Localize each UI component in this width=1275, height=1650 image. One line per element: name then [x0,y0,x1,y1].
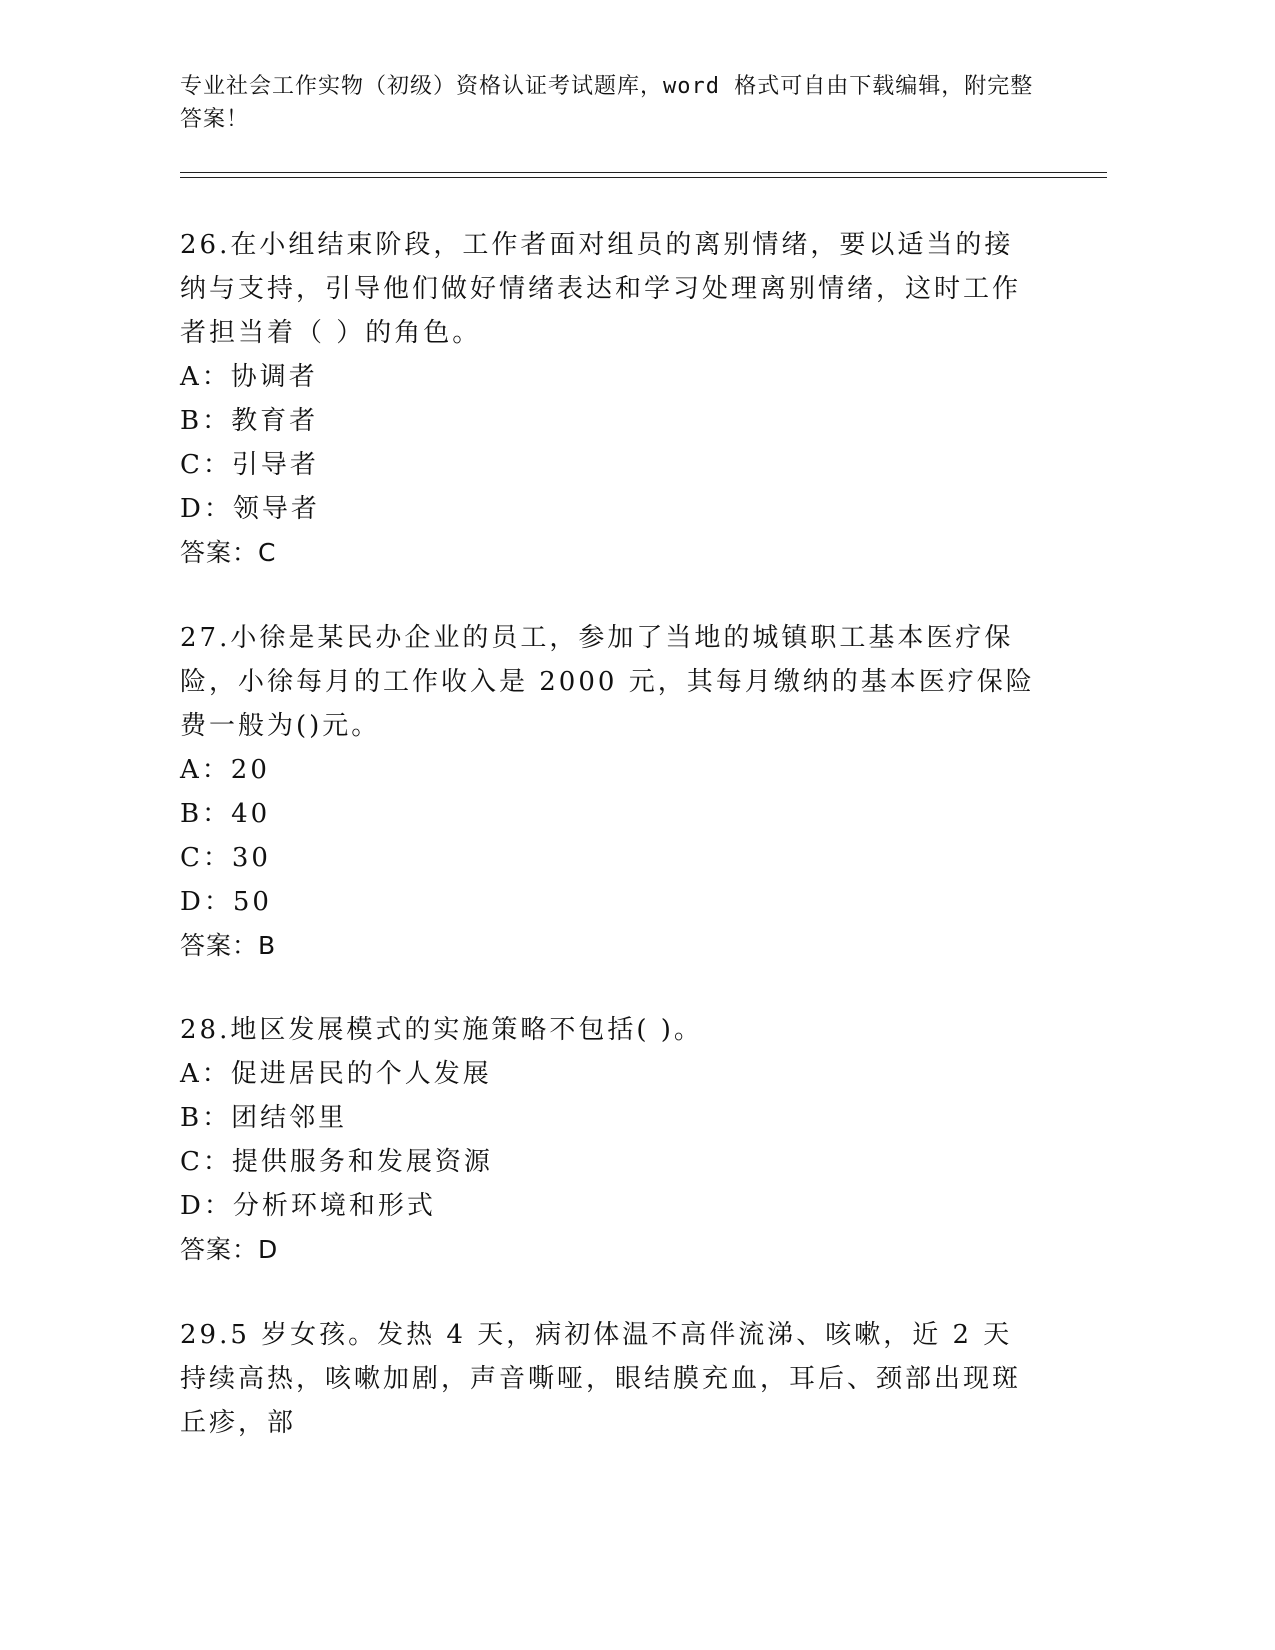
header-divider-top [180,172,1107,173]
option-b: B：团结邻里 [180,1103,348,1133]
question-27 [180,616,1040,968]
option-d: D：50 [180,887,272,917]
option-a: A：20 [180,755,270,785]
option-c: C：30 [180,843,271,873]
answer-line: 答案：B [180,931,277,960]
question-stem: 29.5 岁女孩。发热 4 天，病初体温不高伴流涕、咳嗽，近 2 天持续高热，咳嗽加剧，声音嘶哑，眼结膜充血，耳后、颈部出现斑丘疹，部 [180,1320,1022,1438]
option-c: C：引导者 [180,450,319,480]
question-29 [180,1313,1040,1445]
document-header: 专业社会工作实物（初级）资格认证考试题库，word 格式可自由下载编辑，附完整答案！ [180,74,1034,132]
option-c: C：提供服务和发展资源 [180,1147,493,1177]
option-d: D：领导者 [180,494,320,524]
option-a: A：协调者 [180,362,318,392]
question-28 [180,1008,1040,1272]
option-b: B：40 [180,799,271,829]
option-b: B：教育者 [180,406,319,436]
question-stem: 27.小徐是某民办企业的员工，参加了当地的城镇职工基本医疗保险，小徐每月的工作收入是 2000 元，其每月缴纳的基本医疗保险费一般为()元。 [180,623,1035,741]
answer-line: 答案：C [180,538,277,567]
answer-line: 答案：D [180,1235,279,1264]
header-divider-bottom [180,177,1107,178]
option-d: D：分析环境和形式 [180,1191,436,1221]
question-stem: 28.地区发展模式的实施策略不包括( )。 [180,1015,703,1045]
option-a: A：促进居民的个人发展 [180,1059,492,1089]
question-26 [180,223,1040,575]
question-stem: 26.在小组结束阶段，工作者面对组员的离别情绪，要以适当的接纳与支持，引导他们做好情绪表达和学习处理离别情绪，这时工作者担当着（ ）的角色。 [180,230,1022,348]
